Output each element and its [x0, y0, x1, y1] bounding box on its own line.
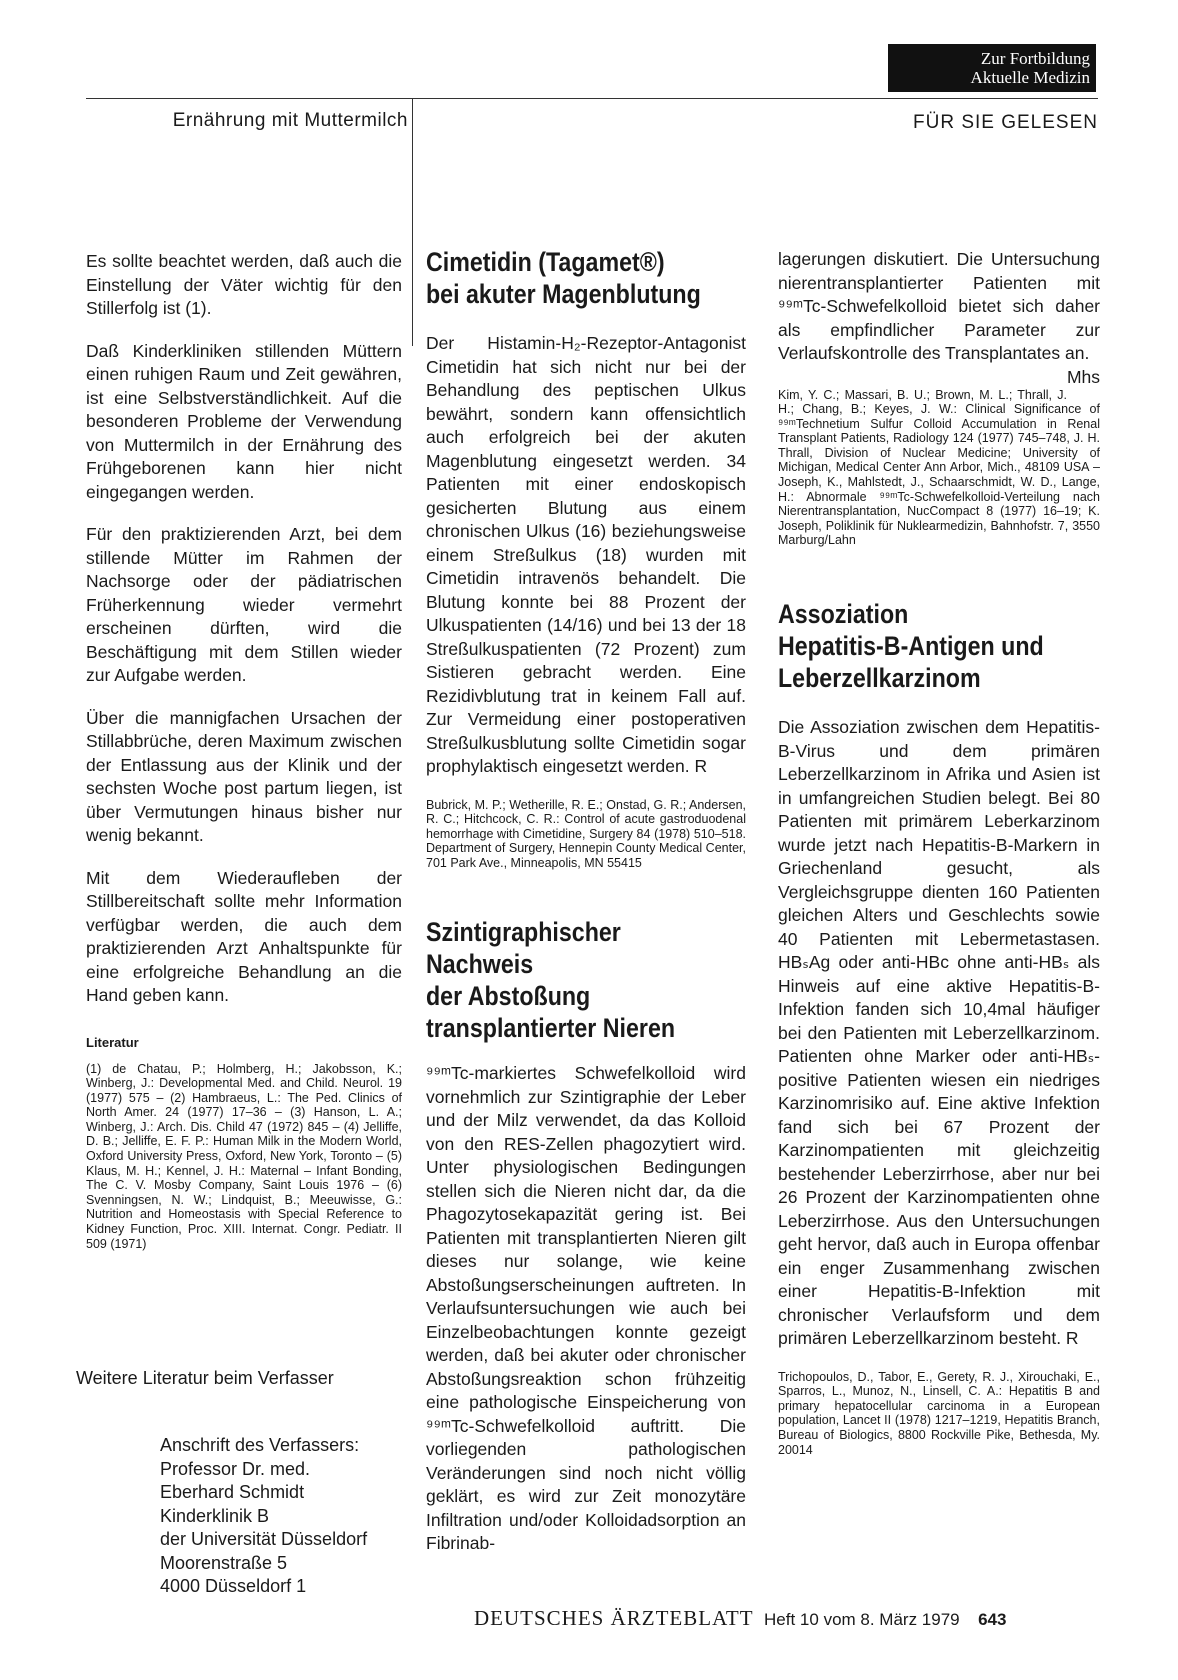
article-body: Der Histamin-H₂-Rezeptor-Antagonist Cimetidin hat sich nicht nur bei der Behandlung des peptischen Ulkus bewährt, sondern kann offensichtlich auch erfolgreich bei der akuten Magenblutung eingesetzt werden. 34 Patienten mit einer endoskopisch gesicherten Blutung aus einem chronischen Ulkus (16) beziehungsweise einem Streßulkus (18) wurden mit Cimetidin intravenös behandelt. Die Blutung konnte bei 88 Prozent der Ulkuspatienten (14/16) und bei 13 der 18 Streßulkuspatienten (72 Prozent) zum Sistieren gebracht werden. Eine Rezidivblutung trat in keinem Fall auf. Zur Vermeidung einer postoperativen Streßulkusblutung sollte Cimetidin sogar prophylaktisch eingesetzt werden. R	[426, 333, 746, 776]
left-column	[86, 250, 402, 1251]
author-address	[160, 1434, 400, 1599]
address-line: der Universität Düsseldorf	[160, 1529, 368, 1549]
page-number: 643	[978, 1610, 1007, 1629]
continuation-text: lagerungen diskutiert. Die Untersuchung nierentransplantierter Patienten mit ⁹⁹ᵐTc-Schwefelkolloid bietet sich daher als empfindlicher Parameter zur Verlaufskontrolle des Transplantates an.	[778, 249, 1100, 363]
article-continuation	[778, 248, 1100, 387]
right-column	[778, 248, 1100, 1457]
address-line: Professor Dr. med.	[160, 1458, 311, 1479]
title-line: Cimetidin (Tagamet®)	[426, 247, 665, 277]
article-title	[426, 246, 746, 310]
literature-references: (1) de Chatau, P.; Holmberg, H.; Jakobsson, K.; Winberg, J.: Developmental Med. and Child. Neurol. 19 (1977) 575 – (2) Hambraeus, L.: The Ped. Clinics of North Amer. 24 (1977) 17–36 – (3) Hanson, L. A.; Winberg, J.: Arch. Dis. Child 47 (1972) 845 – (4) Jelliffe, D. B.; Jelliffe, E. F. P.: Human Milk in the Modern World, Oxford University Press, Oxford, New York, Toronto – (5) Klaus, M. H.; Kennel, J. H.: Maternal – Infant Bonding, The C. V. Mosby Company, Saint Louis 1976 – (6) Svenningsen, N. W.; Lindquist, B.; Meeuwisse, G.: Nutrition and Homeostasis with Special Reference to Kidney Function, Proc. XIII. Internat. Congr. Pediatr. II 509 (1971)	[86, 1061, 402, 1251]
article-reference: Trichopoulos, D., Tabor, E., Gerety, R. J., Xirouchaki, E., Sparros, L., Munoz, N., Linsell, C. A.: Hepatitis B and primary hepatocellular carcinoma in a European population, Lancet II (1978) 1217–1219, Hepatitis Branch, Bureau of Biologics, 8800 Rockville Pike, Bethesda, My. 20014	[778, 1369, 1100, 1457]
header-rule	[86, 98, 1098, 99]
title-line: der Abstoßung	[426, 981, 591, 1012]
title-line: Assoziation	[778, 599, 909, 630]
address-line: Anschrift des Verfassers:	[160, 1435, 360, 1455]
middle-column	[426, 246, 746, 1575]
title-line: Leberzellkarzinom	[778, 663, 981, 694]
address-line: Kinderklinik B	[160, 1505, 270, 1526]
title-line: Szintigraphischer	[426, 917, 621, 948]
paragraph: Für den praktizierenden Arzt, bei dem stillende Mütter im Rahmen der Nachsorge oder der pädiatrischen Früherkennung wieder vermehrt erscheinen dürften, wird die Beschäftigung mit dem Stillen wieder zur Aufgabe werden.	[86, 524, 402, 685]
address-line: 4000 Düsseldorf 1	[160, 1576, 307, 1596]
paragraph: Über die mannigfachen Ursachen der Stillabbrüche, deren Maximum zwischen der Entlassung aus der Klinik und der sechsten Woche post partum liegen, ist über Vermutungen hinaus bisher nur wenig bekannt.	[86, 707, 402, 845]
author-signature: Mhs	[1066, 366, 1100, 387]
paragraph: Mit dem Wiederaufleben der Stillbereitschaft sollte mehr Information verfügbar werden, die auch dem praktizierenden Arzt Anhaltspunkte für eine erfolgreiche Behandlung an die Hand geben kann.	[86, 867, 402, 1005]
header-divider	[412, 98, 413, 346]
badge-line-1: Zur Fortbildung	[980, 49, 1090, 68]
journal-name: DEUTSCHES ÄRZTEBLATT	[474, 1606, 754, 1630]
title-line: transplantierter Nieren	[426, 1013, 676, 1044]
paragraph: Es sollte beachtet werden, daß auch die Einstellung der Väter wichtig für den Stillerfolg ist (1).	[86, 251, 402, 318]
section-title: Ernährung mit Muttermilch	[172, 110, 408, 131]
article-reference: Bubrick, M. P.; Wetherille, R. E.; Onstad, G. R.; Andersen, R. C.; Hitchcock, C. R.: Control of acute gastroduodenal hemorrhage with Cimetidine, Surgery 84 (1978) 510–518. Department of Surgery, Hennepin County Medical Center, 701 Park Ave., Minneapolis, MN 55415	[426, 797, 746, 870]
title-line: Hepatitis-B-Antigen und	[778, 631, 1044, 662]
title-line: Nachweis	[426, 949, 534, 980]
literature-heading: Literatur	[86, 1034, 139, 1050]
address-line: Moorenstraße 5	[160, 1552, 288, 1573]
article-body: ⁹⁹ᵐTc-markiertes Schwefelkolloid wird vornehmlich zur Szintigraphie der Leber und der Milz verwendet, da das Kolloid von den RES-Zellen phagozytiert wird. Unter physiologischen Bedingungen stellen sich die Nieren nicht dar, da die Phagozytosekapazität gering ist. Bei Patienten mit transplantierten Nieren gilt dieses nur solange, wie keine Abstoßungserscheinungen auftreten. In Verlaufsuntersuchungen wie auch bei Einzelbeobachtungen konnte gezeigt werden, daß bei akuter oder chronischer Abstoßungsreaktion schon frühzeitig eine pathologische Einspeicherung von ⁹⁹ᵐTc-Schwefelkolloid auftritt. Die vorliegenden pathologischen Veränderungen sind noch nicht völlig geklärt, es wird zur Zeit monozytäre Infiltration und/oder Kolloidadsorption an Fibrinab-	[426, 1063, 746, 1554]
paragraph: Daß Kinderkliniken stillenden Müttern einen ruhigen Raum und Zeit gewähren, ist eine Selbstverständlichkeit. Auf die besonderen Probleme der Verwendung von Muttermilch in der Ernährung des Frühgeborenen kann hier nicht eingegangen werden.	[86, 340, 402, 502]
issue-info: Heft 10 vom 8. März 1979	[764, 1610, 960, 1629]
article-body: Die Assoziation zwischen dem Hepatitis-B-Virus und dem primären Leberzellkarzinom in Afrika und Asien ist in umfangreichen Studien belegt. Bei 80 Patienten mit primärem Leberkarzinom wurde jetzt nach Hepatitis-B-Markern in Griechenland gesucht, als Vergleichsgruppe dienten 160 Patienten gleichen Alters und Geschlechts sowie 40 Patienten mit Lebermetastasen. HBₛAg oder anti-HBc ohne anti-HBₛ als Hinweis auf eine aktive Hepatitis-B-Infektion fanden sich 10,4mal häufiger bei den Patienten mit Leberzellkarzinom. Patienten ohne Marker oder anti-HBₛ-positive Patienten wiesen ein niedriges Karzinomrisiko auf. Eine aktive Infektion fand sich bei 67 Prozent der Karzinompatienten mit gleichzeitig bestehender Leberzirrhose, aber nur bei 26 Prozent der Karzinompatienten ohne Leberzirrhose. Aus den Untersuchungen geht hervor, daß auch in Europa offenbar ein enger Zusammenhang zwischen einer Hepatitis-B-Infektion mit chronischer Verlaufsform und dem primären Leberzellkarzinom besteht. R	[778, 717, 1100, 1349]
article-title	[426, 916, 746, 1044]
page-footer	[474, 1606, 1098, 1631]
address-line: Eberhard Schmidt	[160, 1482, 305, 1502]
article-title	[778, 598, 1100, 694]
further-literature-note: Weitere Literatur beim Verfasser	[76, 1368, 334, 1388]
badge-line-2: Aktuelle Medizin	[970, 68, 1090, 87]
department-badge	[888, 44, 1096, 92]
title-line: bei akuter Magenblutung	[426, 279, 701, 309]
column-title: FÜR SIE GELESEN	[913, 112, 1098, 133]
article-reference: Kim, Y. C.; Massari, B. U.; Brown, M. L.; Thrall, J. H.; Chang, B.; Keyes, J. W.: Clinical Significance of ⁹⁹ᵐTechnetium Sulfur Colloid Accumulation in Renal Transplant Patients, Radiology 124 (1977) 745–748, J. H. Thrall, Division of Nuclear Medicine; University of Michigan, Medical Center Ann Arbor, Mich., 48109 USA – Joseph, K., Mahlstedt, J., Schaarschmidt, W. D., Lange, H.: Abnormale ⁹⁹ᵐTc-Schwefelkolloid-Verteilung nach Nierentransplantation, NucCompact 8 (1977) 16–19; K. Joseph, Poliklinik für Nuklearmedizin, Bahnhofstr. 7, 3550 Marburg/Lahn	[778, 387, 1100, 548]
